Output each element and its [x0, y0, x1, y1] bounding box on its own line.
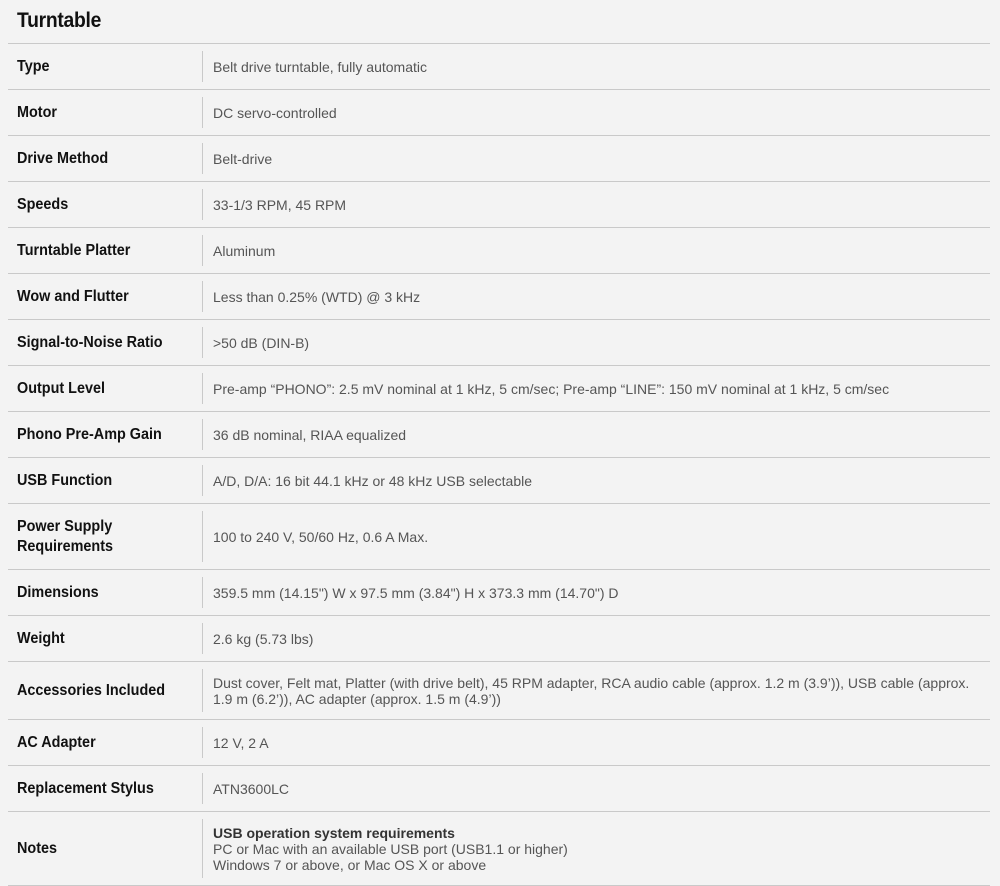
- spec-row-notes: [8, 812, 990, 886]
- spec-row-accessories: [8, 662, 990, 720]
- spec-label: Notes: [17, 839, 58, 857]
- spec-value: Aluminum: [213, 242, 276, 259]
- spec-row-snr: [8, 320, 990, 366]
- spec-row-phono-gain: [8, 412, 990, 458]
- notes-line: PC or Mac with an available USB port (USB1.1 or higher): [213, 840, 568, 857]
- spec-value: Dust cover, Felt mat, Platter (with drive belt), 45 RPM adapter, RCA audio cable (approx. 1.2 m (3.9’)), USB cable (approx. 1.9 m (6.2’)), AC adapter (approx. 1.5 m (4.9’)): [213, 674, 970, 707]
- spec-value: 100 to 240 V, 50/60 Hz, 0.6 A Max.: [213, 528, 429, 545]
- notes-heading: USB operation system requirements: [213, 824, 455, 841]
- spec-label: Power Supply Requirements: [17, 517, 114, 555]
- spec-value: Belt drive turntable, fully automatic: [213, 58, 427, 75]
- notes-line: Windows 7 or above, or Mac OS X or above: [213, 856, 487, 873]
- spec-label: Dimensions: [17, 583, 99, 601]
- spec-value: Belt-drive: [213, 150, 273, 167]
- spec-row-motor: [8, 90, 990, 136]
- notes-content: [213, 825, 568, 873]
- spec-value: 359.5 mm (14.15") W x 97.5 mm (3.84") H x 373.3 mm (14.70") D: [213, 584, 619, 601]
- spec-row-power-supply: [8, 504, 990, 570]
- spec-value: >50 dB (DIN-B): [213, 334, 310, 351]
- spec-value: ATN3600LC: [213, 780, 290, 797]
- spec-label: AC Adapter: [17, 733, 96, 751]
- spec-row-speeds: [8, 182, 990, 228]
- spec-row-type: [8, 44, 990, 90]
- spec-label: Weight: [17, 629, 65, 647]
- spec-label: Drive Method: [17, 149, 109, 167]
- spec-label: Speeds: [17, 195, 69, 213]
- section-title: Turntable: [17, 9, 102, 32]
- spec-label: Accessories Included: [17, 681, 166, 699]
- spec-row-weight: [8, 616, 990, 662]
- spec-value: Pre-amp “PHONO”: 2.5 mV nominal at 1 kHz, 5 cm/sec; Pre-amp “LINE”: 150 mV nominal at 1 kHz, 5 cm/sec: [213, 380, 890, 397]
- spec-row-usb-function: [8, 458, 990, 504]
- spec-value: A/D, D/A: 16 bit 44.1 kHz or 48 kHz USB selectable: [213, 472, 533, 489]
- spec-value: 33-1/3 RPM, 45 RPM: [213, 196, 347, 213]
- spec-row-wow-flutter: [8, 274, 990, 320]
- spec-row-turntable-platter: [8, 228, 990, 274]
- spec-value: DC servo-controlled: [213, 104, 337, 121]
- spec-value: Less than 0.25% (WTD) @ 3 kHz: [213, 288, 421, 305]
- spec-label: Motor: [17, 103, 57, 121]
- spec-value: 2.6 kg (5.73 lbs): [213, 630, 314, 647]
- spec-row-ac-adapter: [8, 720, 990, 766]
- spec-value: 36 dB nominal, RIAA equalized: [213, 426, 407, 443]
- spec-label: Replacement Stylus: [17, 779, 154, 797]
- spec-label: Type: [17, 57, 50, 75]
- spec-table: [8, 43, 990, 886]
- spec-value: 12 V, 2 A: [213, 734, 269, 751]
- spec-row-replacement-stylus: [8, 766, 990, 812]
- spec-label: Output Level: [17, 379, 106, 397]
- spec-label: Phono Pre-Amp Gain: [17, 425, 162, 443]
- spec-label: Wow and Flutter: [17, 287, 129, 305]
- spec-row-output-level: [8, 366, 990, 412]
- spec-label: USB Function: [17, 471, 113, 489]
- spec-row-drive-method: [8, 136, 990, 182]
- spec-label: Turntable Platter: [17, 241, 131, 259]
- spec-row-dimensions: [8, 570, 990, 616]
- spec-label: Signal-to-Noise Ratio: [17, 333, 163, 351]
